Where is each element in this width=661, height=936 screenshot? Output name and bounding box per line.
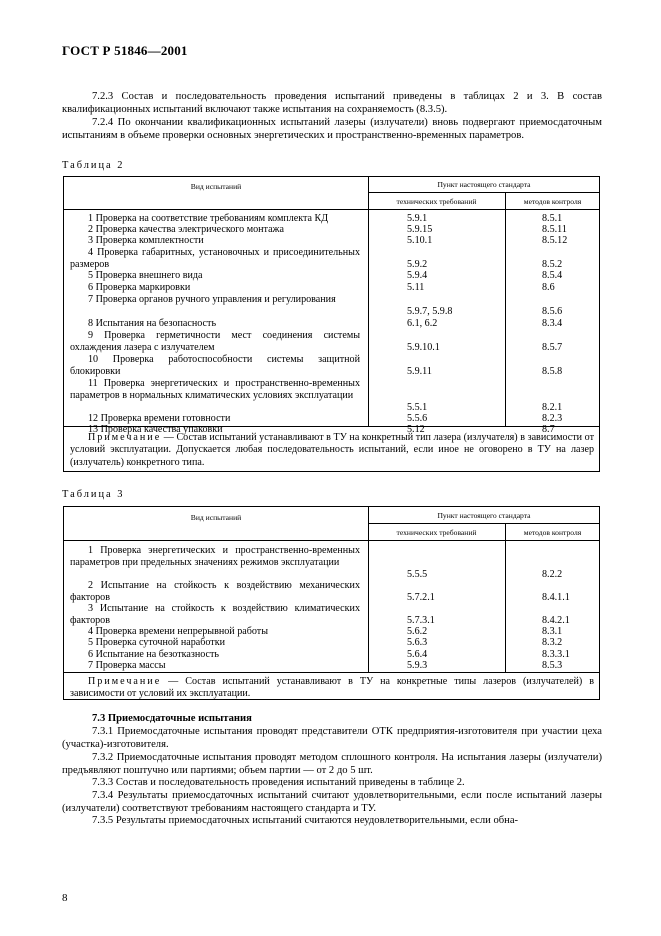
table-3: Вид испытаний Пункт настоящего стандарта технических требований методов контроля 1 Проверка энергетических и пространственно-временных параметров при предельных значениях режимов эксплуатации 5.5.5 8.2.2 2 Испытание на стойкость к воздействию механических факторов 5.7.2.1 8.4.1.1 3 Испытание на стойкость к воздействию климатических факторов 5.7.3.1 8.4.2.1 4 Проверка времени непрерывной работы 5.6.2 8.3.1 5 Проверка суточной наработки 5.6.3 8.3.2 6 Испытание на безотказность 5.6.4 8.3.3.1 7 Проверка массы 5.9.3 8.5.3 Примечание — Состав испытаний устанавливают в ТУ на конкретные типы лазеров (излучателей) в зависимости от условий их эксплуатации. xyxy=(63,506,600,700)
table-2-divider xyxy=(505,193,506,426)
paragraph-7-3-3: 7.3.3 Состав и последовательность проведения испытаний приведены в таблице 2. xyxy=(92,777,465,788)
table-2-divider xyxy=(368,177,369,426)
table-2-header-methods: методов контроля xyxy=(523,197,582,206)
table-2-header-test-type: Вид испытаний xyxy=(190,182,242,191)
table-3-header-test-type: Вид испытаний xyxy=(190,513,242,522)
table-3-header-methods: методов контроля xyxy=(523,528,582,537)
table-3-divider xyxy=(368,523,600,524)
paragraph-7-3-4: 7.3.4 Результаты приемосдаточных испытаний считают удовлетворительными, если после испытаний лазеры (излучатели) соответствуют требованиям настоящего стандарта и ТУ. xyxy=(62,790,602,814)
page-number: 8 xyxy=(62,892,68,904)
table-2-divider xyxy=(368,192,600,193)
paragraph-7-3-1: 7.3.1 Приемосдаточные испытания проводят представители ОТК предприятия-изготовителя при участии цеха (участка)-изготовителя. xyxy=(62,726,602,750)
table-3-divider xyxy=(505,524,506,672)
paragraph-7-3-5: 7.3.5 Результаты приемосдаточных испытаний считаются неудовлетворительными, если обна- xyxy=(92,815,519,826)
table-3-header-requirements: технических требований xyxy=(396,528,477,537)
table-3-divider xyxy=(64,540,600,541)
document-header: ГОСТ Р 51846—2001 xyxy=(62,43,188,58)
paragraph-7-2-4: 7.2.4 По окончании квалификационных испытаний лазеры (излучатели) вновь подвергают приемосдаточным испытаниям в объеме проверки основных энергетических и пространственно-временных параметров. xyxy=(62,117,602,141)
table-3-caption: Таблица 3 xyxy=(62,489,125,500)
table-3-header-group: Пункт настоящего стандарта xyxy=(437,511,531,520)
table-2-divider xyxy=(64,209,600,210)
table-3-note: Примечание — Состав испытаний устанавливают в ТУ на конкретные типы лазеров (излучателей) в зависимости от условий их эксплуатации. xyxy=(70,676,594,700)
table-2-note: Примечание — Состав испытаний устанавливают в ТУ на конкретный тип лазера (излучателя) в зависимости от условий эксплуатации. Допускается любая последовательность испытаний, если иное не оговорено в ТУ на лазер (излучатель) конкретного типа. xyxy=(70,432,594,468)
section-7-3-title: 7.3 Приемосдаточные испытания xyxy=(92,713,252,724)
paragraph-7-3-2: 7.3.2 Приемосдаточные испытания проводят методом сплошного контроля. На испытания лазеры (излучатели) предъявляют поштучно или партиями; объем партии — от 2 до 5 шт. xyxy=(62,752,602,776)
table-2-caption: Таблица 2 xyxy=(62,160,125,171)
table-2: Вид испытаний Пункт настоящего стандарта технических требований методов контроля 1 Проверка на соответствие требованиям комплекта КД 5.9.1 8.5.1 2 Проверка качества электрического монтажа 5.9.15 8.5.11 3 Проверка комплектности 5.10.1 8.5.12 4 Проверка габаритных, установочных и присоединительных размеров 5.9.2 8.5.2 5 Проверка внешнего вида 5.9.4 8.5.4 6 Проверка маркировки 5.11 8.6 7 Проверка органов ручного управления и регулирования 5.9.7, 5.9.8 8.5.6 8 Испытания на безопасность 6.1, 6.2 8.3.4 9 Проверка герметичности мест соединения системы охлаждения лазера с излучателем 5.9.10.1 8.5.7 10 Проверка работоспособности системы защитной блокировки 5.9.11 8.5.8 11 Проверка энергетических и пространственно-временных параметров в нормальных климатических условиях эксплуатации 5.5.1 8.2.1 12 Проверка времени готовности 5.5.6 8.2.3 13 Проверка качества упаковки 5.12 8.7 Примечание — Состав испытаний устанавливают в ТУ на конкретный тип лазера (излучателя) в зависимости от условий эксплуатации. Допускается любая последовательность испытаний, если иное не оговорено в ТУ на лазер (излучатель) конкретного типа. xyxy=(63,176,600,472)
table-2-header-requirements: технических требований xyxy=(396,197,477,206)
paragraph-7-2-3: 7.2.3 Состав и последовательность проведения испытаний приведены в таблицах 2 и 3. В состав квалификационных испытаний включают также испытания на сохраняемость (8.3.5). xyxy=(62,91,602,115)
table-2-header-group: Пункт настоящего стандарта xyxy=(437,180,531,189)
table-3-divider xyxy=(64,672,600,673)
